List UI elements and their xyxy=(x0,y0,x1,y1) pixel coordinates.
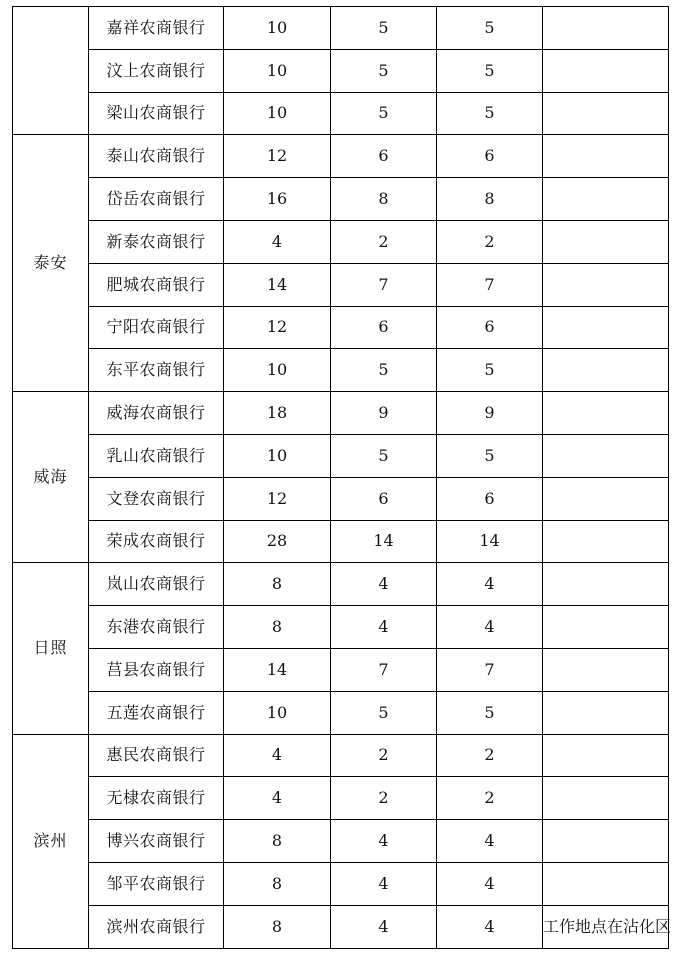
bank-name-cell: 新泰农商银行 xyxy=(89,220,224,263)
note-cell xyxy=(543,862,669,905)
note-cell xyxy=(543,777,669,820)
note-cell xyxy=(543,349,669,392)
count-a-cell: 4 xyxy=(331,606,437,649)
bank-name-cell: 无棣农商银行 xyxy=(89,777,224,820)
count-a-cell: 5 xyxy=(331,434,437,477)
document-page xyxy=(12,6,670,949)
table-row xyxy=(13,905,669,948)
count-a-cell: 6 xyxy=(331,135,437,178)
bank-name-cell: 岚山农商银行 xyxy=(89,563,224,606)
count-b-cell: 5 xyxy=(437,49,543,92)
table-row xyxy=(13,135,669,178)
total-count-cell: 12 xyxy=(224,135,331,178)
bank-name-cell: 威海农商银行 xyxy=(89,392,224,435)
count-a-cell: 9 xyxy=(331,392,437,435)
table-row xyxy=(13,563,669,606)
count-b-cell: 6 xyxy=(437,477,543,520)
table-row xyxy=(13,820,669,863)
city-cell: 泰安 xyxy=(13,135,89,392)
bank-name-cell: 乳山农商银行 xyxy=(89,434,224,477)
count-b-cell: 4 xyxy=(437,862,543,905)
count-a-cell: 5 xyxy=(331,691,437,734)
count-a-cell: 5 xyxy=(331,49,437,92)
count-b-cell: 2 xyxy=(437,734,543,777)
count-a-cell: 4 xyxy=(331,862,437,905)
city-cell xyxy=(13,7,89,135)
bank-name-cell: 莒县农商银行 xyxy=(89,648,224,691)
city-cell: 滨州 xyxy=(13,734,89,948)
bank-name-cell: 肥城农商银行 xyxy=(89,263,224,306)
note-cell xyxy=(543,691,669,734)
total-count-cell: 12 xyxy=(224,477,331,520)
total-count-cell: 8 xyxy=(224,820,331,863)
note-cell xyxy=(543,648,669,691)
bank-name-cell: 五莲农商银行 xyxy=(89,691,224,734)
total-count-cell: 8 xyxy=(224,563,331,606)
table-row xyxy=(13,734,669,777)
count-b-cell: 6 xyxy=(437,306,543,349)
count-b-cell: 9 xyxy=(437,392,543,435)
bank-name-cell: 博兴农商银行 xyxy=(89,820,224,863)
note-cell xyxy=(543,820,669,863)
count-a-cell: 4 xyxy=(331,820,437,863)
total-count-cell: 8 xyxy=(224,606,331,649)
table-row xyxy=(13,434,669,477)
note-cell xyxy=(543,135,669,178)
note-cell xyxy=(543,734,669,777)
table-row xyxy=(13,92,669,135)
count-a-cell: 5 xyxy=(331,92,437,135)
total-count-cell: 4 xyxy=(224,734,331,777)
total-count-cell: 10 xyxy=(224,92,331,135)
note-cell xyxy=(543,49,669,92)
count-b-cell: 5 xyxy=(437,349,543,392)
count-a-cell: 2 xyxy=(331,220,437,263)
count-b-cell: 4 xyxy=(437,563,543,606)
count-b-cell: 5 xyxy=(437,691,543,734)
note-cell xyxy=(543,7,669,50)
bank-name-cell: 汶上农商银行 xyxy=(89,49,224,92)
total-count-cell: 8 xyxy=(224,862,331,905)
bank-name-cell: 岱岳农商银行 xyxy=(89,178,224,221)
count-a-cell: 5 xyxy=(331,349,437,392)
note-cell xyxy=(543,477,669,520)
bank-name-cell: 东港农商银行 xyxy=(89,606,224,649)
bank-name-cell: 东平农商银行 xyxy=(89,349,224,392)
table-row xyxy=(13,777,669,820)
city-cell: 威海 xyxy=(13,392,89,563)
count-b-cell: 6 xyxy=(437,135,543,178)
city-cell: 日照 xyxy=(13,563,89,734)
table-row xyxy=(13,477,669,520)
table-row xyxy=(13,648,669,691)
note-cell xyxy=(543,563,669,606)
total-count-cell: 10 xyxy=(224,49,331,92)
bank-name-cell: 梁山农商银行 xyxy=(89,92,224,135)
bank-name-cell: 嘉祥农商银行 xyxy=(89,7,224,50)
table-row xyxy=(13,349,669,392)
note-cell: 工作地点在沾化区 xyxy=(543,905,669,948)
bank-name-cell: 宁阳农商银行 xyxy=(89,306,224,349)
table-row xyxy=(13,392,669,435)
note-cell xyxy=(543,92,669,135)
note-cell xyxy=(543,178,669,221)
total-count-cell: 4 xyxy=(224,777,331,820)
count-b-cell: 5 xyxy=(437,92,543,135)
note-cell xyxy=(543,220,669,263)
count-b-cell: 2 xyxy=(437,220,543,263)
total-count-cell: 18 xyxy=(224,392,331,435)
count-b-cell: 14 xyxy=(437,520,543,563)
note-cell xyxy=(543,392,669,435)
count-a-cell: 6 xyxy=(331,477,437,520)
count-a-cell: 4 xyxy=(331,563,437,606)
count-a-cell: 14 xyxy=(331,520,437,563)
total-count-cell: 16 xyxy=(224,178,331,221)
note-cell xyxy=(543,606,669,649)
total-count-cell: 8 xyxy=(224,905,331,948)
total-count-cell: 12 xyxy=(224,306,331,349)
count-b-cell: 8 xyxy=(437,178,543,221)
total-count-cell: 10 xyxy=(224,691,331,734)
total-count-cell: 28 xyxy=(224,520,331,563)
table-row xyxy=(13,862,669,905)
recruitment-table xyxy=(12,6,672,949)
count-b-cell: 7 xyxy=(437,263,543,306)
note-cell xyxy=(543,520,669,563)
note-cell xyxy=(543,263,669,306)
count-b-cell: 2 xyxy=(437,777,543,820)
total-count-cell: 10 xyxy=(224,349,331,392)
total-count-cell: 4 xyxy=(224,220,331,263)
count-a-cell: 2 xyxy=(331,734,437,777)
count-a-cell: 7 xyxy=(331,648,437,691)
total-count-cell: 10 xyxy=(224,434,331,477)
note-cell xyxy=(543,434,669,477)
table-row xyxy=(13,49,669,92)
table-row xyxy=(13,606,669,649)
count-b-cell: 4 xyxy=(437,606,543,649)
count-a-cell: 4 xyxy=(331,905,437,948)
table-row xyxy=(13,178,669,221)
count-b-cell: 4 xyxy=(437,820,543,863)
count-b-cell: 7 xyxy=(437,648,543,691)
table-row xyxy=(13,220,669,263)
total-count-cell: 14 xyxy=(224,648,331,691)
bank-name-cell: 文登农商银行 xyxy=(89,477,224,520)
bank-name-cell: 滨州农商银行 xyxy=(89,905,224,948)
table-row xyxy=(13,306,669,349)
note-cell xyxy=(543,306,669,349)
bank-name-cell: 邹平农商银行 xyxy=(89,862,224,905)
count-b-cell: 5 xyxy=(437,7,543,50)
bank-name-cell: 惠民农商银行 xyxy=(89,734,224,777)
table-row xyxy=(13,520,669,563)
count-a-cell: 5 xyxy=(331,7,437,50)
table-row xyxy=(13,691,669,734)
count-b-cell: 5 xyxy=(437,434,543,477)
count-a-cell: 8 xyxy=(331,178,437,221)
table-row xyxy=(13,7,669,50)
count-a-cell: 7 xyxy=(331,263,437,306)
table-body xyxy=(13,7,672,949)
bank-name-cell: 泰山农商银行 xyxy=(89,135,224,178)
bank-name-cell: 荣成农商银行 xyxy=(89,520,224,563)
table-row xyxy=(13,263,669,306)
count-a-cell: 2 xyxy=(331,777,437,820)
total-count-cell: 14 xyxy=(224,263,331,306)
count-a-cell: 6 xyxy=(331,306,437,349)
count-b-cell: 4 xyxy=(437,905,543,948)
total-count-cell: 10 xyxy=(224,7,331,50)
